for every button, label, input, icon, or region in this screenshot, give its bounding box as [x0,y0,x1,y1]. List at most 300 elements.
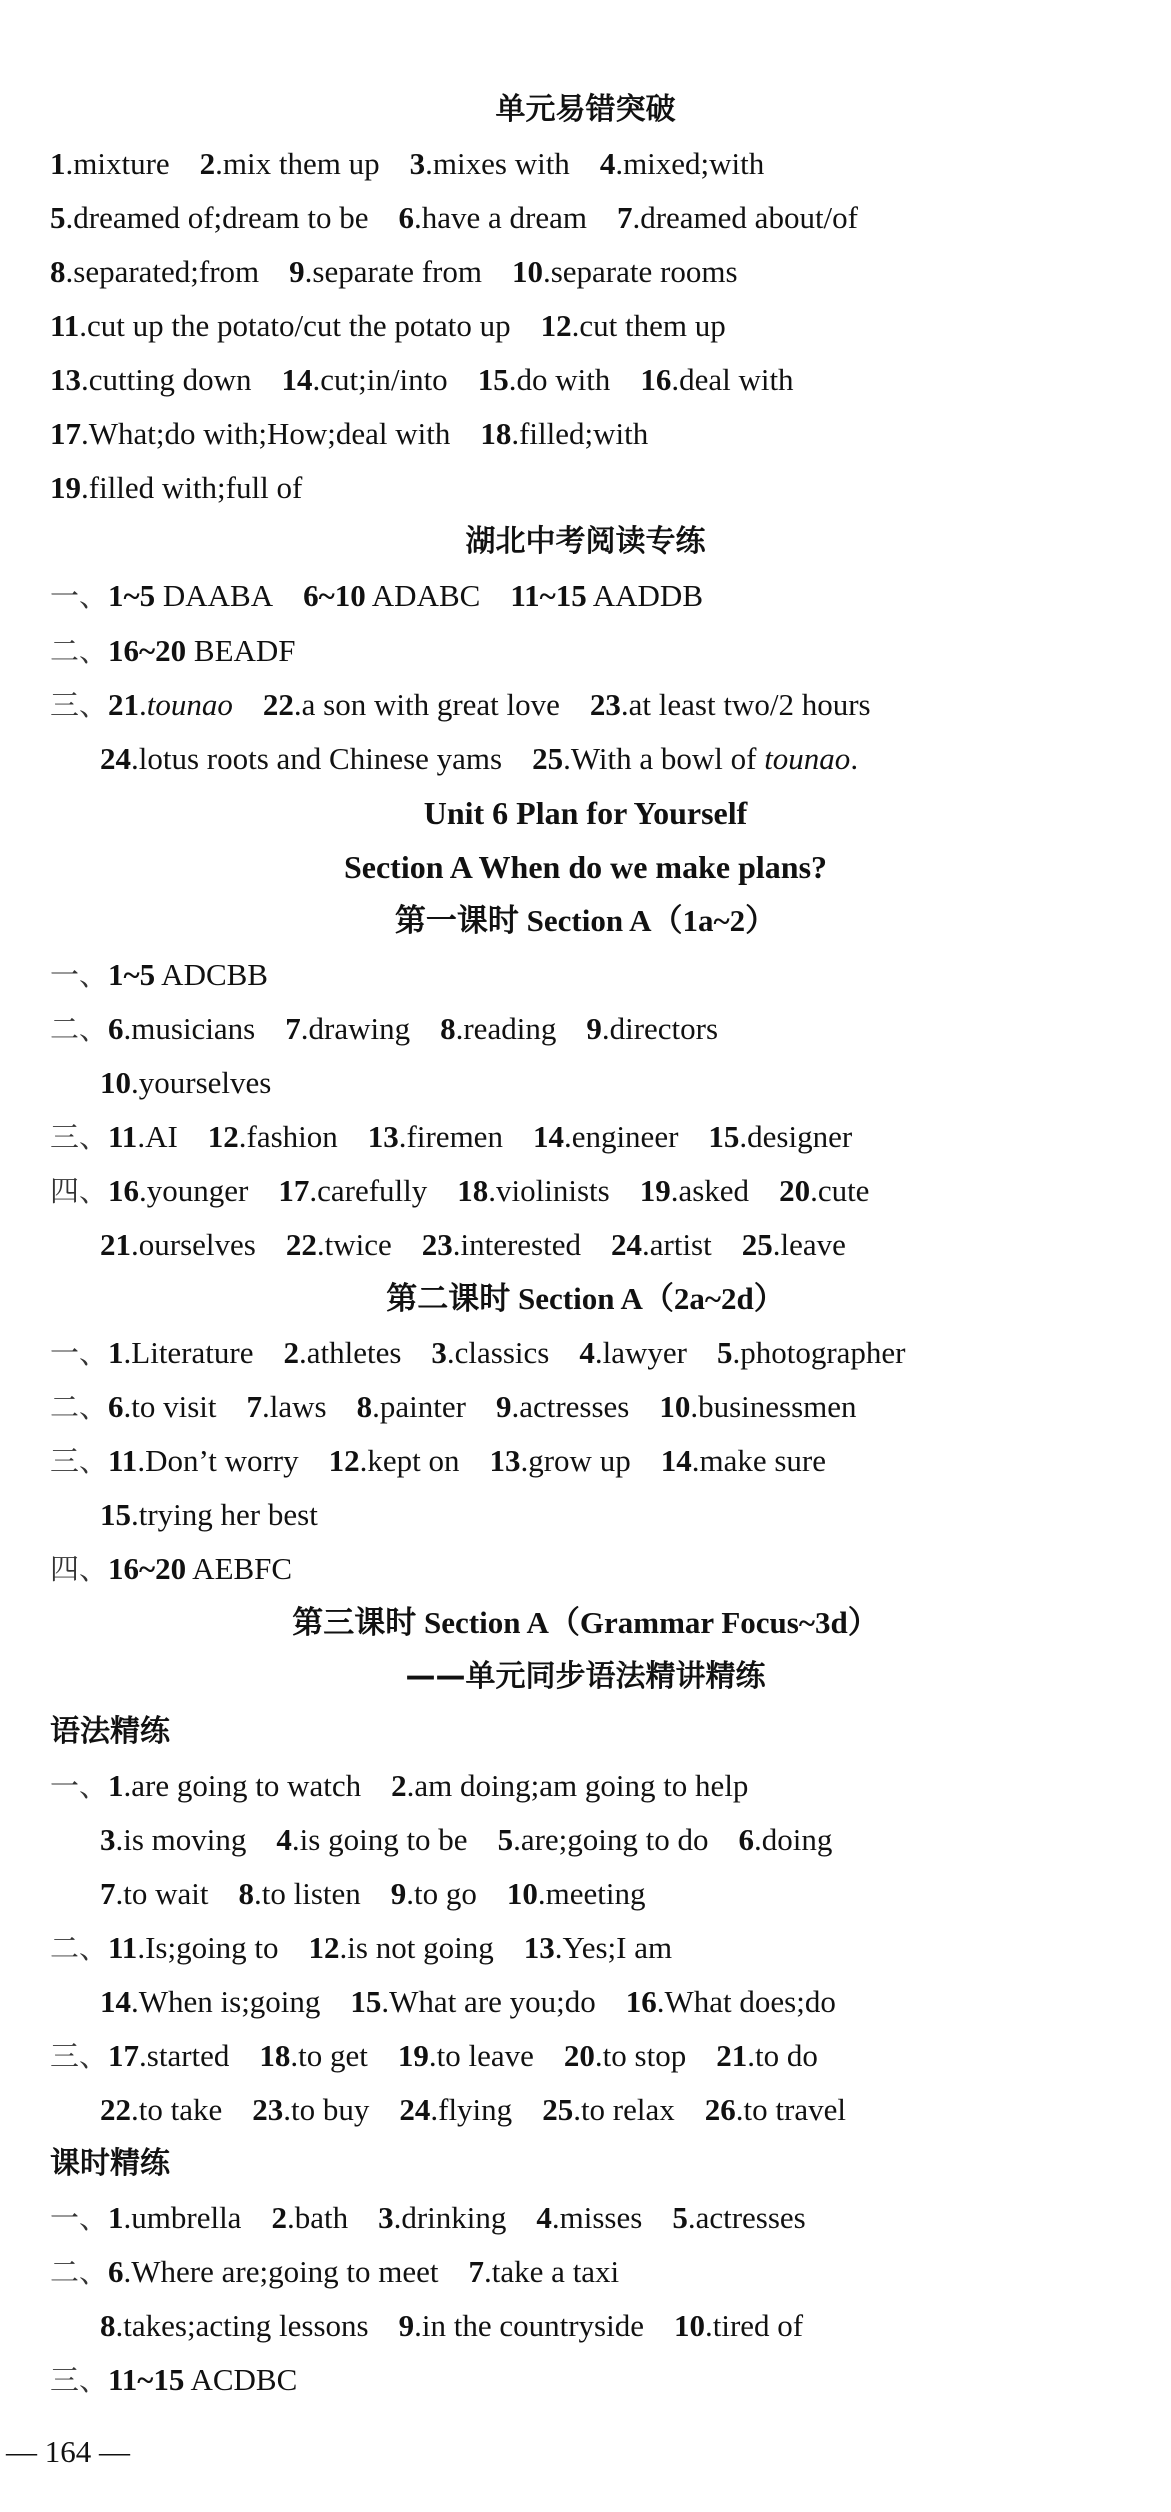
part-marker: 一、 [50,2200,109,2235]
answer-line [0,2084,1171,2136]
answer-line [0,1543,1171,1595]
answer-number: 22 [100,2091,131,2127]
answer-text: .cut up the potato/cut the potato up [79,308,511,344]
answer-text: .flying [430,2091,513,2127]
answer-line [0,679,1171,731]
section-heading-text: 单元易错突破 [495,92,676,127]
answer-number: 16 [108,1173,140,1208]
answer-number: 21 [100,1227,131,1263]
answer-text: .a son with great love [293,686,560,722]
part-marker: 三、 [50,1119,109,1154]
answer-number: 6 [108,2254,124,2289]
answer-text: .cutting down [81,362,252,398]
answer-number: 19 [50,470,81,506]
answer-number: 20 [563,2037,595,2073]
answer-item [303,570,480,622]
lesson-title-cn: 第一课时 [394,902,519,939]
answer-item [108,1543,292,1595]
answer-text: .asked [670,1173,750,1208]
answer-item [208,1111,338,1163]
answer-item [512,246,738,298]
answer-text: . [139,686,147,722]
answer-item [108,2030,229,2082]
answer-item [600,138,764,190]
answer-line [0,138,1171,190]
answer-number: 16 [640,362,672,398]
section-heading-text: 湖北中考阅读专练 [465,524,706,560]
answer-number: 1~5 [108,578,156,614]
answer-item [50,192,368,244]
answer-text: AADDB [586,578,703,614]
answer-item [278,1165,427,1217]
section-heading-text: ——单元同步语法精讲精练 [405,1659,766,1695]
answer-number: 11 [108,1118,138,1154]
answer-text: .designer [739,1118,853,1154]
answer-number: 4 [579,1335,595,1371]
lesson-title [0,1597,1171,1649]
answer-text: .dreamed about/of [632,200,858,236]
answer-number: 7 [246,1389,263,1425]
answer-line [0,1165,1171,1217]
answer-item [108,570,273,622]
answer-number: 7 [616,200,633,236]
answer-text: .are;going to do [513,1821,709,1857]
answer-text: .meeting [537,1875,646,1911]
answer-number: 9 [495,1389,512,1425]
answer-text: .to buy [283,2091,370,2127]
answer-number: 24 [100,740,131,776]
answer-text: .to listen [254,1875,361,1911]
answer-text: .deal with [671,362,794,398]
answer-line [0,1057,1171,1109]
answer-item [399,2300,644,2352]
answer-item [350,1976,595,2028]
answer-number: 25 [542,2091,574,2127]
answer-line [0,354,1171,406]
answer-item [108,949,268,1001]
answer-number: 18 [480,416,512,452]
answer-line [0,2192,1171,2244]
answer-text: .directors [601,1010,719,1046]
answer-number: 4 [599,146,616,182]
answer-line [0,1327,1171,1379]
answer-item [100,1057,271,1109]
answer-number: 1~5 [108,956,156,992]
answer-item [378,2192,506,2244]
answer-item [263,679,560,731]
answer-item [271,2192,348,2244]
answer-number: 18 [457,1173,489,1208]
answer-item [542,2084,675,2136]
answer-text: .to go [406,1875,477,1911]
answer-text: .to relax [573,2091,675,2127]
answer-number: 15 [708,1118,740,1154]
answer-text: .engineer [563,1118,679,1154]
unit-title-text: Unit 6 Plan for Yourself [423,794,748,831]
answer-number: 10 [659,1389,691,1425]
answer-text: .started [139,2037,230,2073]
answer-item [50,246,259,298]
part-marker: 三、 [50,1444,109,1479]
answer-text: .When is;going [131,1983,321,2019]
answer-number: 6 [398,200,414,236]
answer-number: 23 [252,2091,284,2127]
answer-number: 14 [281,362,313,398]
answer-item [100,1814,246,1866]
answer-line [0,570,1171,622]
answer-number: 10 [674,2308,705,2344]
answer-number: 10 [511,254,543,290]
answer-text: .Don’t worry [137,1443,299,1479]
answer-text: .artist [642,1227,712,1263]
answer-number: 12 [328,1443,360,1479]
lesson-title-en: Section A（1a~2） [518,902,777,938]
answer-text: .mixes with [425,146,570,182]
answer-line [0,949,1171,1001]
section-heading [0,1651,1171,1703]
answer-item [579,1327,687,1379]
subsection-heading [0,1706,1171,1758]
answer-text: .classics [446,1335,550,1371]
part-marker: 四、 [50,1552,109,1587]
answer-text: BEADF [186,632,296,668]
answer-number: 23 [421,1227,453,1263]
answer-number: 13 [489,1443,521,1479]
answer-number: 14 [532,1118,564,1154]
answer-item [50,300,511,352]
answer-text: .do with [508,362,611,398]
answer-item [626,1976,836,2028]
answer-number: 25 [532,740,564,776]
unit-title [0,841,1171,893]
answer-text: .to take [131,2091,223,2127]
answer-item [108,1381,217,1433]
answer-text: .ourselves [131,1227,256,1263]
subsection-heading [0,2138,1171,2190]
unit-title-text: Section A When do we make plans? [343,848,828,885]
answer-number: 24 [399,2091,431,2127]
answer-item [100,2084,222,2136]
answer-number: 5 [50,200,66,236]
answer-item [50,354,252,406]
answer-number: 15 [477,362,509,398]
answer-text: .grow up [520,1443,631,1479]
answer-item [50,138,170,190]
answer-item [108,1760,361,1812]
section-heading [0,516,1171,568]
answer-text: .is moving [115,1821,247,1857]
answer-number: 12 [308,1929,340,1965]
answer-number: 21 [108,686,140,722]
answer-text: .have a dream [413,200,587,236]
answer-italic: tounao [146,686,233,722]
answer-number: 12 [540,308,572,344]
answer-number: 9 [586,1010,602,1046]
answer-number: 11~15 [108,2362,185,2398]
part-marker: 一、 [50,957,109,992]
part-marker: 四、 [50,1174,109,1208]
part-marker: 三、 [50,2363,109,2398]
answer-line [0,300,1171,352]
answer-text: .make sure [691,1443,826,1479]
answer-number: 15 [350,1983,382,2019]
answer-item [329,1435,460,1487]
answer-text: .is going to be [291,1821,468,1857]
answer-text: .lawyer [594,1335,687,1371]
answer-item [276,1814,467,1866]
answer-number: 13 [367,1118,399,1154]
answer-text: .doing [754,1821,833,1857]
answer-number: 1 [108,1767,124,1803]
answer-item [640,354,793,406]
answer-number: 10 [100,1064,131,1100]
answer-number: 7 [285,1010,301,1046]
answer-number: 3 [409,146,426,182]
answer-text: .umbrella [123,2199,242,2235]
answer-text: .AI [137,1118,178,1154]
answer-number: 9 [289,254,305,290]
answer-text: .am doing;am going to help [406,1767,749,1803]
answer-line [0,2246,1171,2298]
answer-text: .drawing [300,1010,411,1046]
answer-line [0,192,1171,244]
answer-text: .interested [452,1227,581,1263]
answer-item [717,1327,906,1379]
answer-text: .leave [772,1227,846,1263]
answer-item [108,1165,248,1217]
answer-number: 8 [356,1389,373,1425]
answer-number: 20 [779,1173,811,1208]
answer-item [100,1868,209,1920]
answer-item [200,138,380,190]
answer-item [536,2192,642,2244]
answer-number: 2 [283,1335,299,1371]
answer-item [659,1381,856,1433]
answer-text: .at least two/2 hours [620,686,871,722]
answer-text: .younger [139,1173,249,1208]
answer-item [532,733,858,785]
answer-number: 21 [716,2037,748,2073]
answer-item [524,1922,672,1974]
answer-item [391,1868,477,1920]
answer-number: 19 [639,1173,671,1208]
answer-line [0,1003,1171,1055]
answer-text: .painter [372,1389,466,1425]
answer-item [108,679,233,731]
answer-item [779,1165,869,1217]
part-marker: 三、 [50,687,109,722]
answer-text: .mix them up [215,146,380,182]
answer-number: 24 [611,1227,642,1263]
answer-number: 8 [238,1875,254,1911]
answer-number: 5 [672,2199,688,2235]
answer-text: .Yes;I am [554,1929,673,1965]
answer-number: 1 [108,1335,124,1371]
answer-number: 13 [50,362,81,398]
answer-number: 2 [391,1767,407,1803]
answer-number: 15 [100,1497,131,1533]
answer-number: 18 [259,2037,291,2073]
answer-number: 19 [397,2037,429,2073]
answer-text: .to travel [735,2091,846,2127]
answer-item [100,2300,369,2352]
answer-number: 14 [100,1983,131,2019]
answer-number: 25 [741,1227,773,1263]
answer-item [398,2030,534,2082]
answer-item [457,1165,609,1217]
answer-number: 4 [536,2199,552,2235]
answer-item [469,2246,620,2298]
part-marker: 一、 [50,1336,109,1371]
answer-line [0,1219,1171,1271]
answer-item [399,2084,512,2136]
part-marker: 三、 [50,2038,109,2073]
answer-text: ADCBB [155,956,268,992]
answer-text: .kept on [359,1443,460,1479]
answer-item [368,1111,503,1163]
answer-item [564,2030,686,2082]
subsection-heading-text: 语法精练 [50,1713,170,1749]
answer-text: .to leave [428,2037,534,2073]
part-marker: 二、 [50,2255,109,2289]
answer-item [108,1327,253,1379]
answer-item [617,192,858,244]
answer-line [0,1435,1171,1487]
answer-item [510,570,703,622]
answer-text: .separated;from [65,254,260,290]
answer-text: .separate rooms [542,254,738,290]
answer-text: .to visit [123,1389,217,1425]
answer-text: .carefully [309,1173,428,1208]
part-marker: 一、 [50,579,109,614]
answer-text: .What are you;do [381,1983,596,2019]
lesson-title-en: Section A（Grammar Focus~3d） [416,1605,879,1641]
answer-italic: tounao [764,740,851,776]
answer-number: 1 [50,146,66,182]
answer-line [0,625,1171,677]
answer-number: 11 [50,308,80,344]
answer-number: 6~10 [303,578,366,614]
answer-item [716,2030,818,2082]
answer-line [0,2030,1171,2082]
answer-number: 11 [108,1443,138,1479]
answer-text: .mixed;with [615,146,765,182]
answer-item [247,1381,327,1433]
answer-item [410,138,570,190]
answer-number: 1 [108,2199,124,2235]
answer-text: .twice [316,1227,392,1263]
unit-title [0,787,1171,839]
answer-text: .actresses [511,1389,630,1425]
answer-text: .bath [286,2199,349,2235]
answer-text: .drinking [393,2199,507,2235]
answer-number: 16~20 [108,1551,187,1587]
answer-text: .actresses [687,2199,806,2235]
answer-text: .mixture [65,146,170,182]
answer-number: 8 [100,2308,116,2344]
answer-item [661,1435,826,1487]
answer-text: .What;do with;How;deal with [81,416,451,452]
answer-number: 6 [108,1389,124,1425]
answer-number: 3 [378,2199,394,2235]
answer-text: .Is;going to [137,1929,279,1965]
answer-item [498,1814,709,1866]
answer-item [398,192,586,244]
answer-item [708,1111,852,1163]
answer-number: 17 [108,2037,140,2073]
answer-text: .firemen [398,1118,503,1154]
answer-number: 10 [506,1875,538,1911]
answer-text: .cut them up [571,308,726,344]
answer-line [0,2300,1171,2352]
answer-text: .businessmen [690,1389,857,1425]
answer-item [286,1219,392,1271]
answer-text: .is not going [339,1929,494,1965]
answer-text: AEBFC [186,1551,293,1587]
answer-item [672,2192,805,2244]
answer-line [0,1922,1171,1974]
answer-item [422,1219,581,1271]
answer-item [309,1922,494,1974]
answer-text: .dreamed of;dream to be [65,200,369,236]
answer-item [283,1327,401,1379]
answer-item [489,1435,630,1487]
part-marker: 二、 [50,633,109,668]
answer-number: 22 [285,1227,317,1263]
answer-text: .filled;with [511,416,649,452]
answer-item [282,354,448,406]
answer-item [108,1003,255,1055]
answer-number: 16~20 [108,632,187,668]
answer-item [108,1435,299,1487]
answer-number: 13 [523,1929,555,1965]
answer-number: 17 [50,416,81,452]
answer-text: .laws [262,1389,327,1425]
answer-text: .to do [747,2037,818,2073]
answer-item [289,246,482,298]
answer-item [108,2354,297,2406]
answer-item [50,462,302,514]
answer-text: .Where are;going to meet [123,2254,439,2289]
page-number: — 164 — [6,2434,130,2469]
answer-line [0,1381,1171,1433]
answer-text: DAABA [155,578,274,614]
answer-number: 6 [738,1821,755,1857]
answer-item [507,1868,646,1920]
answer-number: 9 [398,2308,415,2344]
answer-line [0,1976,1171,2028]
answer-text: .to stop [594,2037,687,2073]
answer-number: 23 [589,686,621,722]
answer-text: .tired of [705,2308,804,2344]
answer-number: 14 [660,1443,692,1479]
part-marker: 二、 [50,1930,109,1965]
answer-number: 12 [207,1118,239,1154]
answer-item [496,1381,629,1433]
answer-item [586,1003,718,1055]
answer-text: .take a taxi [484,2254,620,2289]
answer-line [0,733,1171,785]
answer-line [0,408,1171,460]
answer-text: .photographer [732,1335,906,1371]
answer-number: 8 [440,1010,456,1046]
answer-text: .Literature [123,1335,254,1371]
answer-item [108,2192,241,2244]
answer-number: 7 [468,2254,485,2289]
answer-text: .yourselves [131,1064,272,1100]
answer-number: 16 [625,1983,657,2019]
part-marker: 一、 [50,1768,109,1803]
